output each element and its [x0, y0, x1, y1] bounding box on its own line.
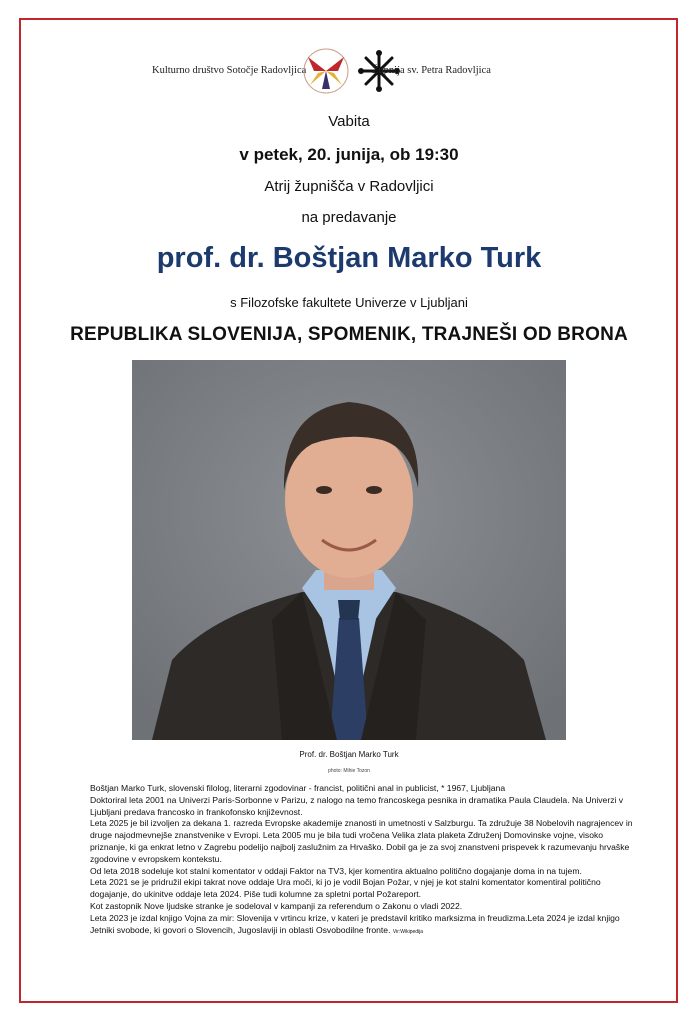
bio-line: Boštjan Marko Turk, slovenski filolog, literarni zgodovinar - francist, politični anal in publicist, * 1967, Ljubljana — [90, 783, 506, 793]
org-left-name: Kulturno društvo Sotočje Radovljica — [152, 65, 307, 76]
cultural-society-logo-icon — [302, 47, 350, 95]
lecture-label: na predavanje — [301, 209, 397, 226]
bio-line: Od leta 2018 sodeluje kot stalni komentator v oddaji Faktor na TV3, kjer komentira aktualno politično dogajanje doma in na tujem. — [90, 865, 582, 876]
bio-line-last — [90, 913, 635, 939]
talk-title: REPUBLIKA SLOVENIJA, SPOMENIK, TRAJNEŠI OD BRONA — [70, 324, 628, 345]
event-place: Atrij župnišča v Radovljici — [264, 178, 434, 195]
header-logos — [0, 47, 698, 97]
bio-line: Kot zastopnik Nove ljudske stranke je sodeloval v kampanji za referendum o Zakonu o vladi 2022. — [90, 900, 463, 911]
bio-line: Leta 2021 se je pridružil ekipi takrat nove oddaje Ura moči, ki jo je vodil Bojan Požar, v njej je kot stalni komentator komentiral politično dogajanje, do ukinitve oddaje leta 2024. Piše tudi kolumne za spletni portal Požareport. — [90, 877, 601, 900]
bio-line: Leta 2025 je bil izvoljen za dekana 1. razreda Evropske akademije znanosti in umetnosti v Salzburgu. Ta združuje 38 Nobelovih nagrajencev in druge najodmevnejše znanstvenike v Evropi. Leta 2005 mu je bila tudi vročena Velika zlata plaketa Združenj Domovinske vojne, visoko priznanje, ki ga enkrat letno v Zagrebu podelijo najbolj zaslužnim za Hrvaško. Dobil ga je za svoj znanstveni prispevek k razumevanju hrvaške zgodovine v evropskem kontekstu. — [90, 818, 633, 864]
event-date: v petek, 20. junija, ob 19:30 — [239, 145, 459, 164]
bio-last-text: Leta 2023 je izdal knjigo Vojna za mir: Slovenija v vrtincu krize, v kateri je predstavil kritiko marksizma in freudizma.Leta 2024 je izdal knjigo Jetniki svobode, ki govori o Slovencih, Jugoslaviji in oblasti Osvobodilne fronte. — [90, 912, 620, 935]
biography — [90, 783, 635, 938]
speaker-name: prof. dr. Boštjan Marko Turk — [156, 242, 542, 274]
bio-source: Vir:Wikipedija — [392, 928, 424, 935]
photo-credit: photo: Mihie Tozon — [328, 768, 370, 774]
invite-vabita: Vabita — [328, 113, 370, 130]
speaker-photo — [132, 360, 566, 740]
bio-line: Doktoriral leta 2001 na Univerzi Paris-Sorbonne v Parizu, z nalogo na temo francoskega pesnika in dramatika Paula Claudela. Na Univerzi v Ljubljani predava francosko in frankofonsko književnost. — [90, 794, 624, 817]
org-right-name: Župnija sv. Petra Radovljica — [372, 65, 491, 76]
speaker-faculty: s Filozofske fakultete Univerze v Ljubljani — [230, 295, 468, 310]
photo-caption: Prof. dr. Boštjan Marko Turk — [299, 750, 399, 759]
